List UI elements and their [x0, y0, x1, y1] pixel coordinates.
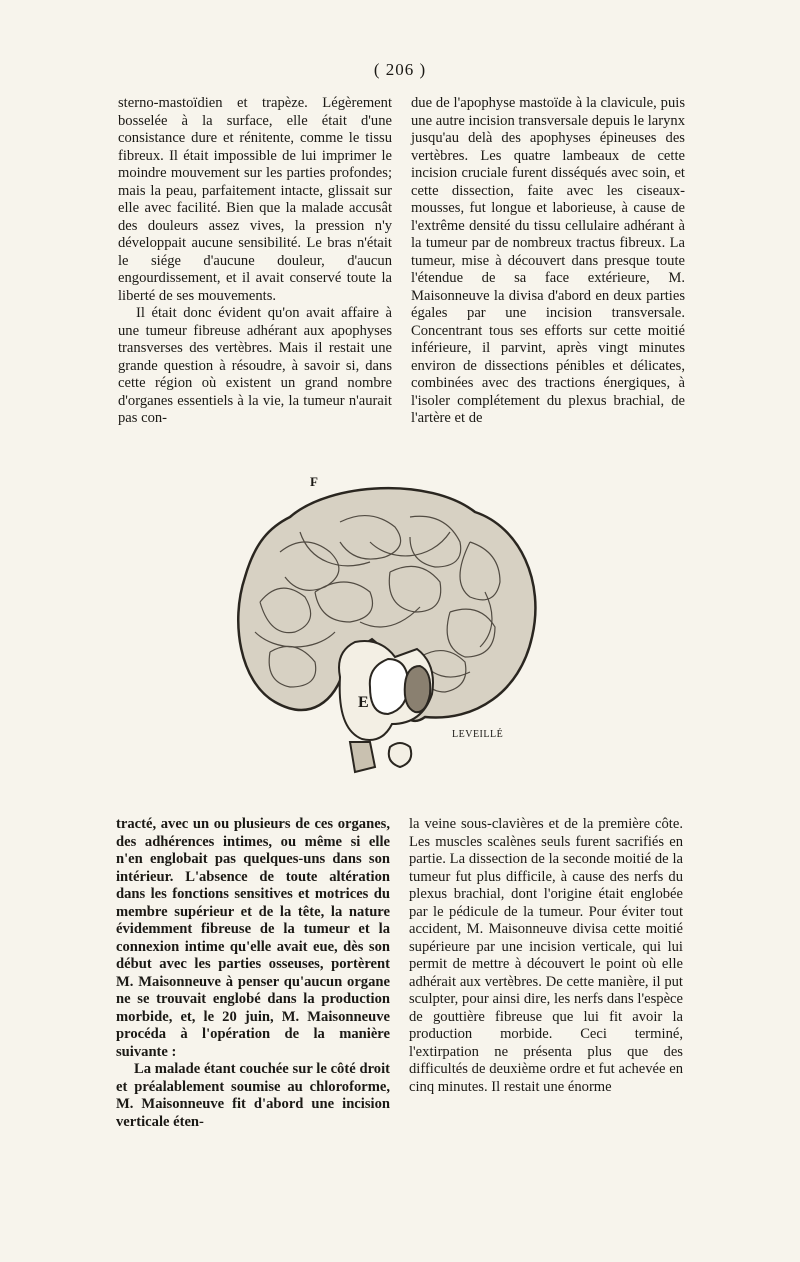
- figure-label-f: F: [310, 474, 318, 489]
- paragraph: La malade étant couchée sur le côté droit et préalablement soumise au chloroforme, M. Maisonneuve fit d'abord une incision verticale éten-: [116, 1061, 390, 1130]
- paragraph: Il était donc évident qu'on avait affaire à une tumeur fibreuse adhérant aux apophyses transverses des vertèbres. Mais il restait une grande question à résoudre, à savoir si, dans cette région où existent un grand nombre d'organes essentiels à la vie, la tumeur n'aurait pas con-: [118, 305, 392, 426]
- text-column-bottom-right: [409, 816, 683, 1096]
- figure-label-e: E: [358, 694, 369, 711]
- text-column-top-left: [118, 95, 392, 428]
- tumor-engraving: [220, 472, 560, 802]
- text-column-bottom-left: [116, 816, 390, 1131]
- text-column-top-right: [411, 95, 685, 428]
- paragraph: tracté, avec un ou plusieurs de ces organes, des adhérences intimes, ou même si elle n'en englobait pas quelques-uns dans son intérieur. L'absence de toute altération dans les fonctions sensitives et motrices du membre supérieur et de la tête, la nature évidemment fibreuse de la tumeur et la connexion intime qu'elle avait eue, dès son début avec les parties osseuses, portèrent M. Maisonneuve à penser qu'aucun organe ne se trouvait englobé dans la production morbide, et, le 20 juin, M. Maisonneuve procéda à l'opération de la manière suivante :: [116, 816, 390, 1060]
- page-number: ( 206 ): [373, 60, 427, 79]
- paragraph: due de l'apophyse mastoïde à la clavicule, puis une autre incision transversale depuis le larynx jusqu'au delà des apophyses épineuses des vertèbres. Les quatre lambeaux de cette incision cruciale furent disséqués avec soin, et cette dissection, faite avec les ciseaux-mousses, fut longue et laborieuse, à cause de l'extrême densité du tissu cellulaire adhérant à la tumeur par de nombreux tractus fibreux. La tumeur, mise à découvert dans presque toute l'étendue de sa face extérieure, M. Maisonneuve la divisa d'abord en deux parties égales par une incision transversale. Concentrant tous ses efforts sur cette moitié inférieure, il parvint, après vingt minutes environ de dissections pénibles et délicates, combinées avec des tractions énergiques, à l'isoler complétement du plexus brachial, de l'artère et de: [411, 95, 685, 426]
- paragraph: la veine sous-clavières et de la première côte. Les muscles scalènes seuls furent sacrifiés en partie. La dissection de la seconde moitié de la tumeur fut plus difficile, à cause des nerfs du plexus brachial, dont l'origine était englobée par le pédicule de la tumeur. Pour éviter tout accident, M. Maisonneuve divisa cette moitié supérieure par une incision verticale, qui lui permit de mettre à découvert le point où elle adhérait aux vertèbres. De cette manière, il put sculpter, pour ainsi dire, les nerfs dans l'espèce de gouttière fibreuse que lui fit avoir la production morbide. Ceci terminé, l'extirpation ne présenta plus que des difficultés de deuxième ordre et fut achevée en cinq minutes. Il restait une énorme: [409, 816, 683, 1095]
- engraver-signature: LEVEILLÉ: [452, 729, 504, 740]
- paragraph: sterno-mastoïdien et trapèze. Légèrement bosselée à la surface, elle était d'une consistance dure et rénitente, comme le tissu fibreux. Il était impossible de lui imprimer le moindre mouvement sur les parties profondes; mais la peau, parfaitement intacte, glissait sur elle avec facilité. Bien que la malade accusât des douleurs assez vives, la pression n'y développait aucune sensibilité. Le bras n'était le siége d'aucune douleur, d'aucun engourdissement, et il avait conservé toute la liberté de ses mouvements.: [118, 95, 392, 304]
- tumor-illustration: [220, 472, 560, 802]
